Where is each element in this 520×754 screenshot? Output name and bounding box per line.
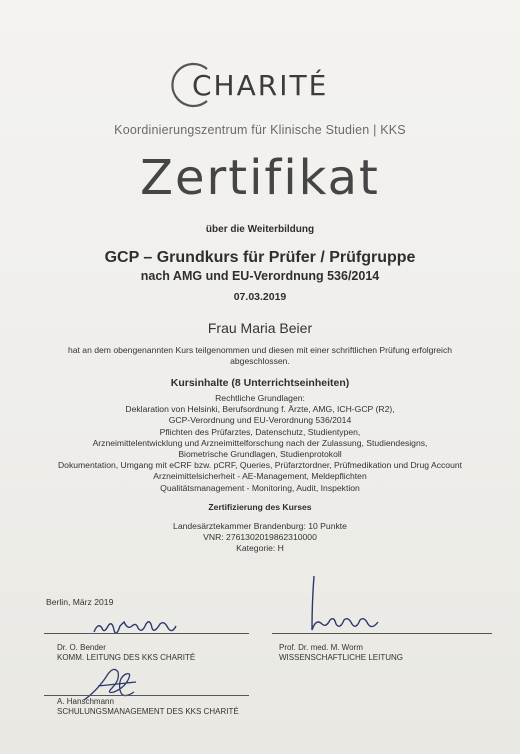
contents-line: Rechtliche Grundlagen: <box>215 393 305 403</box>
recipient-name: Frau Maria Beier <box>207 320 313 336</box>
charite-logo <box>170 60 370 110</box>
signature-line <box>44 695 249 696</box>
course-date: 07.03.2019 <box>233 291 287 303</box>
contents-line: GCP-Verordnung und EU-Verordnung 536/2014 <box>168 415 352 426</box>
intro-text: über die Weiterbildung <box>205 224 315 235</box>
signatory-role: WISSENSCHAFTLICHE LEITUNG <box>279 652 404 662</box>
bender-signature-icon <box>90 612 190 642</box>
certification-line: VNR: 2761302019862310000 <box>203 532 317 543</box>
contents-line: Biometrische Grundlagen, Studienprotokoll <box>178 449 342 460</box>
certification-details <box>0 521 520 555</box>
course-subtitle: nach AMG und EU-Verordnung 536/2014 <box>140 269 380 283</box>
signature-line <box>44 633 249 634</box>
certification-title: Zertifizierung des Kurses <box>208 502 312 512</box>
signature-line <box>272 633 492 634</box>
brand-name: CHARITÉ <box>192 69 329 102</box>
signatory-name: Dr. O. Bender <box>57 643 106 652</box>
contents-line: Dokumentation, Umgang mit eCRF bzw. pCRF, Queries, Prüfarztordner, Prüfmedikation und Drug Account <box>57 460 463 471</box>
institution-subline: Koordinierungszentrum für Klinische Studien | KKS <box>114 123 406 137</box>
signatory-name: Prof. Dr. med. M. Worm <box>279 643 363 652</box>
contents-line: Pflichten des Prüfarztes, Datenschutz, Studientypen, <box>159 426 361 437</box>
contents-line: Qualitätsmanagement - Monitoring, Audit, Inspektion <box>160 482 360 493</box>
certification-line: Landesärztekammer Brandenburg: 10 Punkte <box>173 521 347 531</box>
completion-statement <box>0 345 520 367</box>
signatory-name: A. Hanschmann <box>57 697 114 706</box>
worm-signature-block <box>279 643 403 662</box>
course-title: GCP – Grundkurs für Prüfer / Prüfgruppe <box>104 249 416 266</box>
contents-title: Kursinhalte (8 Unterrichtseinheiten) <box>170 377 350 389</box>
statement-line: hat an dem obengenannten Kurs teilgenommen und diesen mit einer schriftlichen Prüfung erfolgreich <box>67 345 453 355</box>
certification-line: Kategorie: H <box>236 543 284 554</box>
signatory-role: SCHULUNGSMANAGEMENT DES KKS CHARITÉ <box>57 706 239 716</box>
place-date: Berlin, März 2019 <box>46 597 114 607</box>
contents-list <box>0 393 520 494</box>
contents-line: Arzneimittelsicherheit - AE-Management, Meldepflichten <box>153 471 367 482</box>
statement-line: abgeschlossen. <box>230 356 290 366</box>
certificate-title: Zertifikat <box>140 150 380 206</box>
signatory-role: KOMM. LEITUNG DES KKS CHARITÉ <box>57 652 196 662</box>
contents-line: Arzneimittelentwicklung und Arzneimittelforschung nach der Zulassung, Studiendesigns, <box>92 437 428 448</box>
hanschmann-signature-block <box>57 697 239 716</box>
contents-line: Deklaration von Helsinki, Berufsordnung f. Ärzte, AMG, ICH-GCP (R2), <box>125 404 395 415</box>
worm-signature-icon <box>300 572 400 638</box>
